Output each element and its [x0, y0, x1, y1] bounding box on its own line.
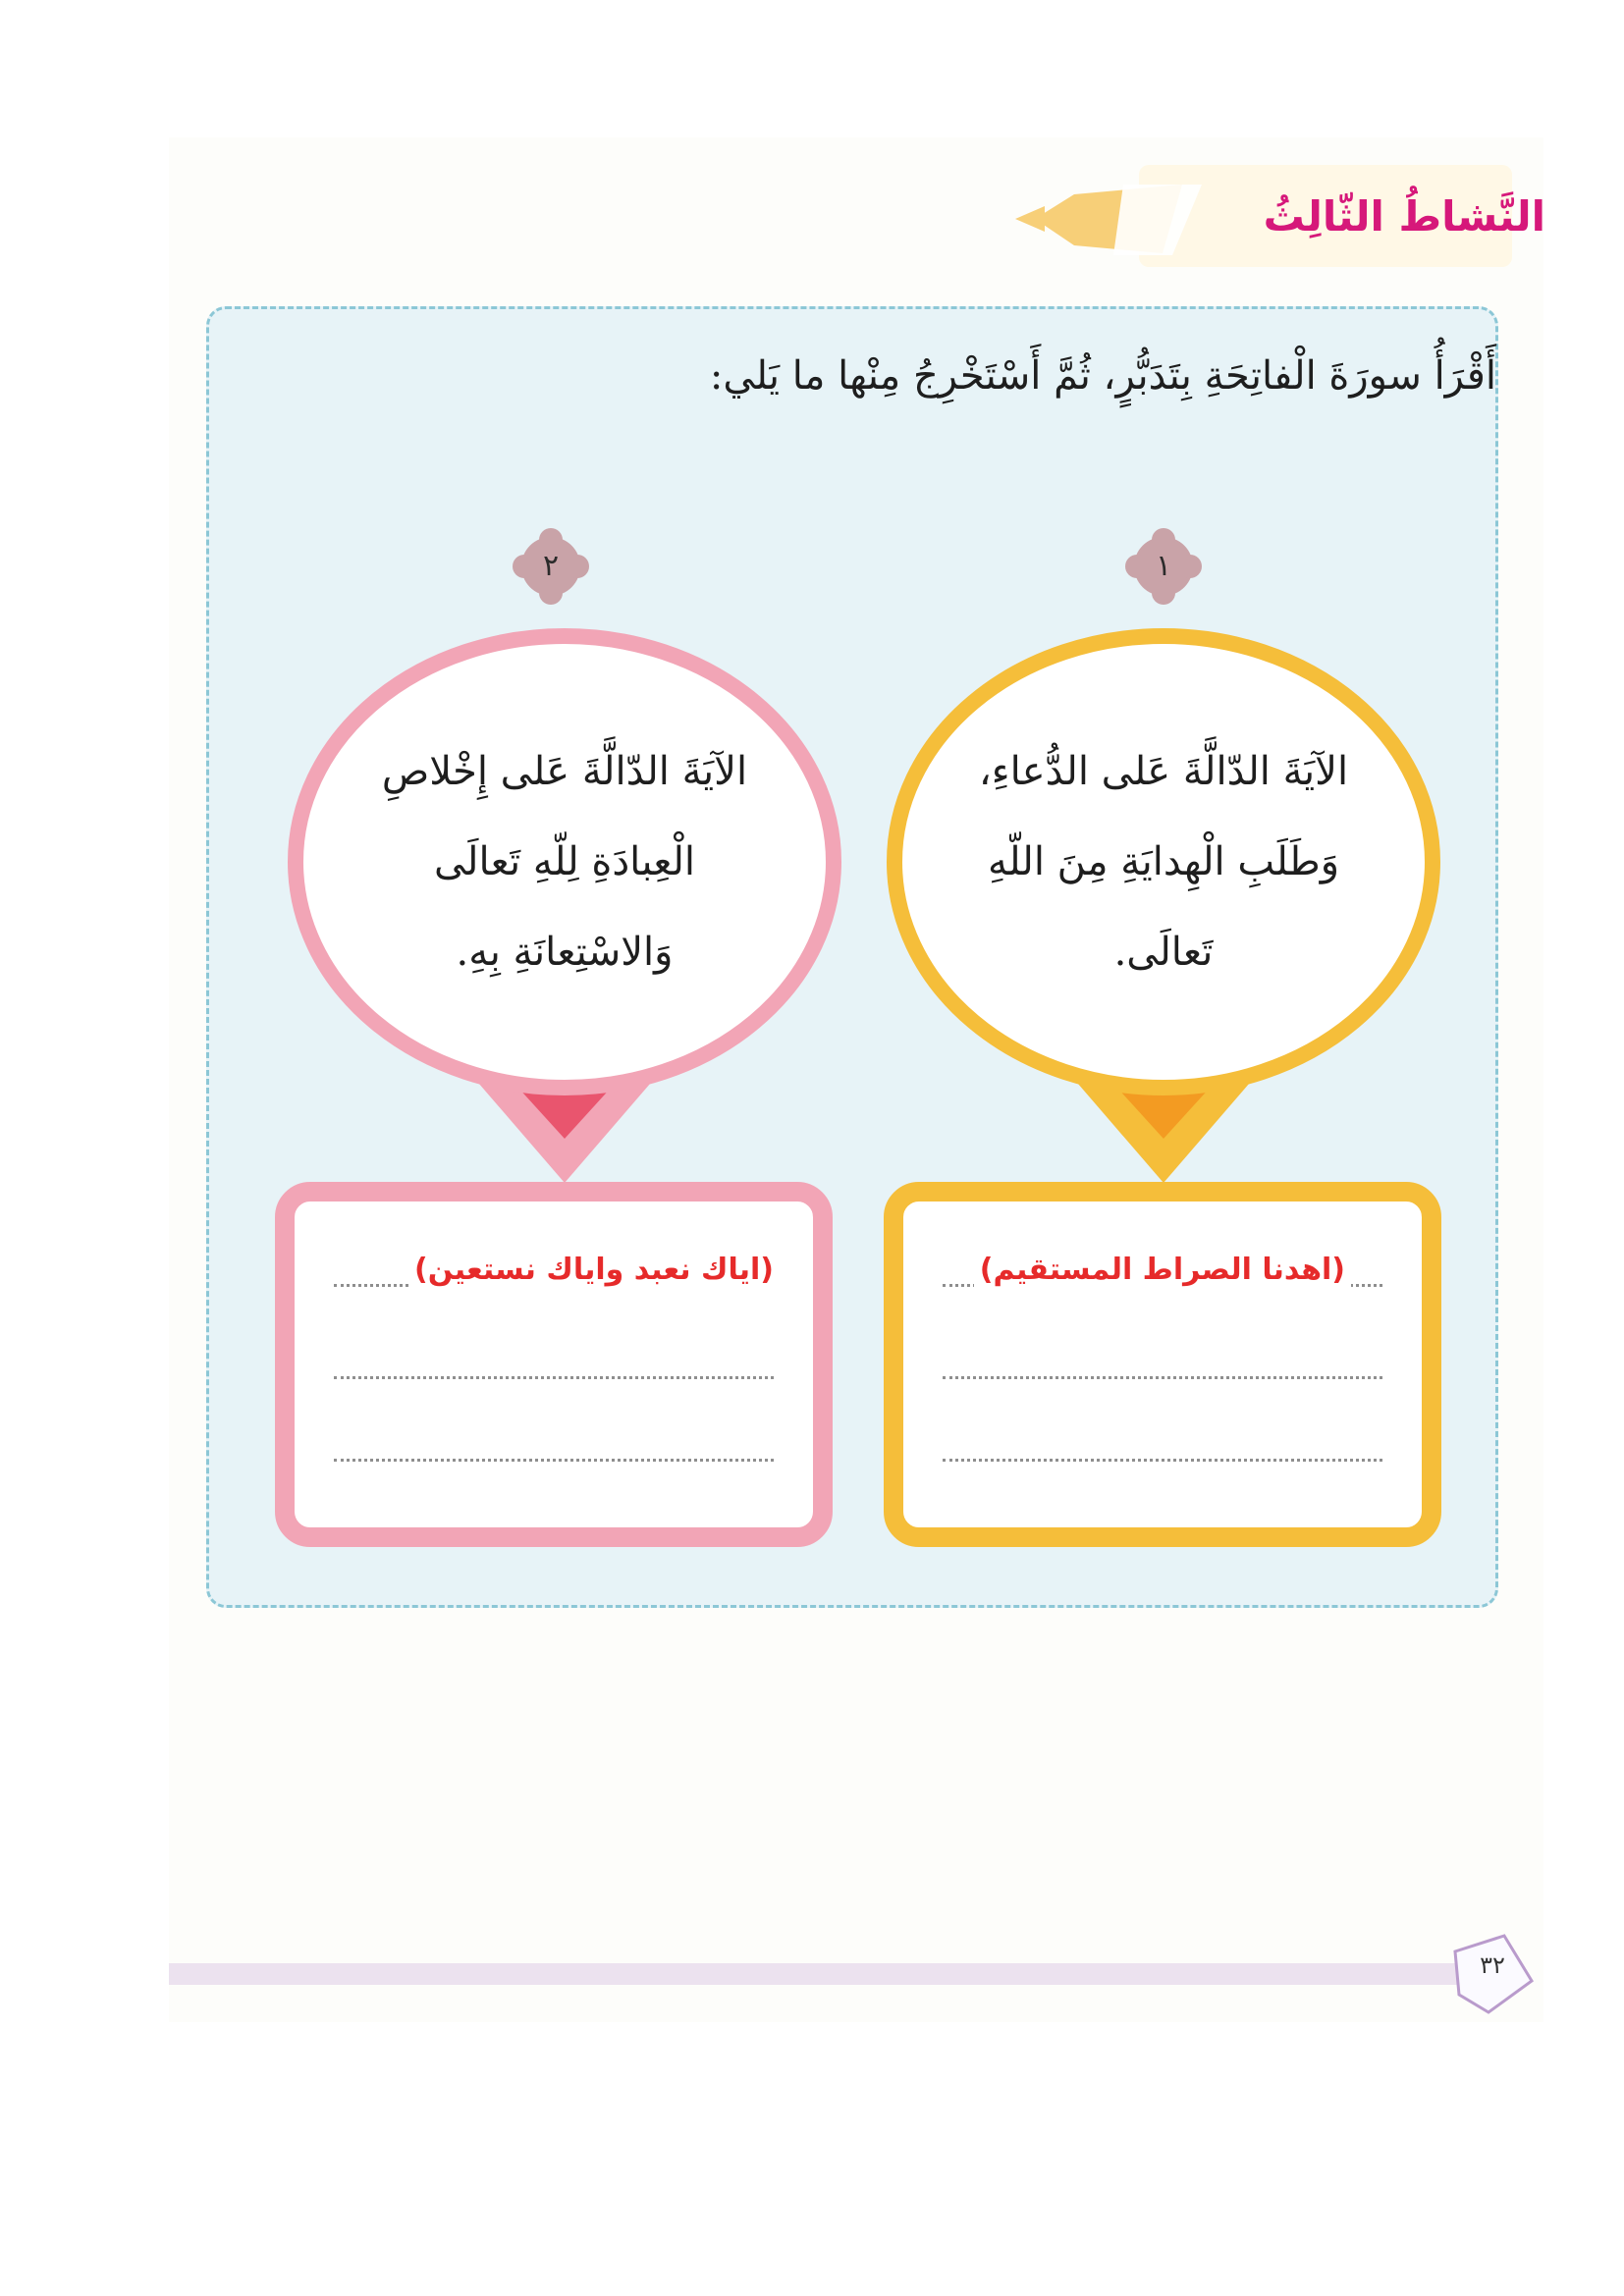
header-ribbon-icon: [1015, 175, 1202, 263]
bubble-1-line-1: الآيَةَ الدّالَّةَ عَلى الدُّعاءِ،: [978, 749, 1349, 794]
answer-text-2: (اياك نعبد واياك نستعين): [408, 1253, 780, 1287]
bubble-2-line-1: الآيَةَ الدّالَّةَ عَلى إِخْلاصِ: [381, 749, 748, 794]
bubble-2-line-2: الْعِبادَةِ لِلّهِ تَعالَى: [433, 839, 696, 884]
answer-text-1: (اهدنا الصراط المستقيم): [974, 1253, 1351, 1287]
footer-divider: [169, 1963, 1475, 1985]
bubble-text-2: [319, 726, 810, 997]
bubble-1-line-2: وَطَلَبِ الْهِدايَةِ مِنَ اللّهِ: [987, 839, 1340, 884]
bubble-2-line-3: وَالاسْتِعانَةِ بِهِ.: [456, 930, 674, 975]
answer-line: [943, 1459, 1382, 1462]
bubble-text-1: [918, 726, 1409, 997]
item-number-1: ١: [1155, 549, 1172, 583]
answer-box-2[interactable]: [275, 1182, 833, 1547]
answer-line: [943, 1376, 1382, 1379]
bubble-1-line-3: تَعالَى.: [1113, 930, 1214, 975]
activity-title: النَّشاطُ الثّالِثُ: [1263, 192, 1545, 240]
answer-box-1[interactable]: [884, 1182, 1441, 1547]
item-number-2: ٢: [542, 549, 560, 583]
page-number: ٣٢: [1480, 1951, 1505, 1979]
answer-line: [334, 1376, 774, 1379]
answer-line: [334, 1459, 774, 1462]
instruction-text: أَقْرَأُ سورَةَ الْفاتِحَةِ بِتَدَبُّرٍ، ثُمَّ أَسْتَخْرِجُ مِنْها ما يَلي:: [709, 353, 1496, 399]
